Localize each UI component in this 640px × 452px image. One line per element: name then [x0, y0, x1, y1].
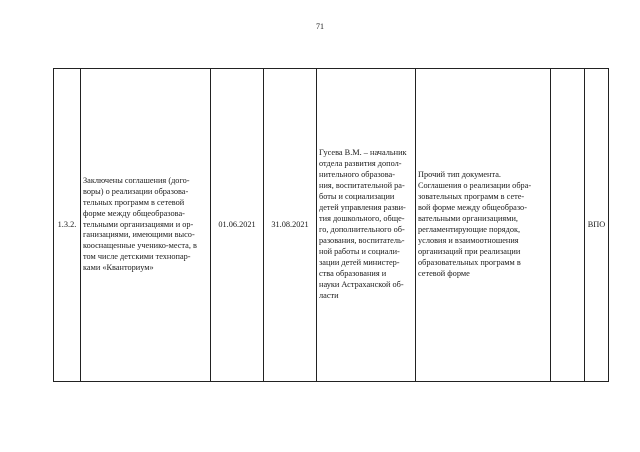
responsible-line: зации детей министер-	[319, 257, 400, 267]
description-line: том числе детскими технопар-	[83, 252, 191, 262]
responsible-line: разования, воспитатель-	[319, 235, 405, 245]
responsible-line: ной работы и социали-	[319, 246, 400, 256]
responsible-line: детей управления разви-	[319, 203, 406, 213]
responsible-line: нительного образова-	[319, 170, 395, 180]
description-line: тельными организациями и ор-	[83, 219, 194, 229]
document-line: Соглашения о реализации обра-	[418, 181, 532, 191]
start-date-cell	[211, 69, 264, 382]
document-line: образовательных программ в	[418, 257, 521, 267]
responsible-line: го, дополнительного об-	[319, 225, 405, 234]
responsible-line: ния, воспитательной ра-	[319, 181, 405, 191]
responsible-line: тия дошкольного, обще-	[319, 214, 405, 224]
item-number: 1.3.2.	[57, 219, 77, 229]
responsible-line: отдела развития допол-	[319, 159, 402, 169]
description-line: воры) о реализации образова-	[83, 186, 189, 196]
document-line: сетевой форме	[418, 268, 470, 278]
responsible-line: науки Астраханской об-	[319, 279, 404, 289]
responsible-line: ства образования и	[319, 268, 387, 278]
responsible-line: Гусева В.М. – начальник	[319, 148, 407, 158]
description-line: ганизациями, имеющими высо-	[83, 230, 195, 240]
end-date: 31.08.2021	[271, 219, 309, 229]
description-line: Заключены соглашения (дого-	[83, 175, 190, 185]
description-line: форме между общеобразова-	[83, 208, 185, 218]
document-line: Прочий тип документа.	[418, 170, 501, 180]
description-line: кооснащенные ученико-места, в	[83, 241, 197, 251]
document-line: регламентирующие порядок,	[418, 225, 521, 234]
empty-cell	[551, 69, 585, 382]
document-line: организаций при реализации	[418, 246, 521, 256]
responsible-line: боты и социализации	[319, 192, 395, 202]
document-line: условия и взаимоотношения	[418, 235, 519, 245]
end-date-cell	[264, 69, 317, 382]
document-line: вой форме между общеобразо-	[418, 203, 527, 213]
start-date: 01.06.2021	[218, 219, 256, 229]
description-cell	[81, 69, 211, 382]
responsible-code: ВПО	[587, 219, 606, 229]
description-line: ками «Кванториум»	[83, 263, 154, 273]
page-number: 71	[316, 22, 324, 31]
item-number-cell	[54, 69, 81, 382]
code-cell	[585, 69, 609, 382]
plan-table	[53, 68, 609, 382]
document-cell	[416, 69, 551, 382]
responsible-line: ласти	[319, 290, 339, 300]
table-row	[54, 69, 609, 382]
document-line: зовательных программ в сете-	[418, 192, 525, 202]
responsible-cell	[317, 69, 416, 382]
document-line: вательными организациями,	[418, 214, 518, 224]
description-line: тельных программ в сетевой	[83, 197, 185, 207]
